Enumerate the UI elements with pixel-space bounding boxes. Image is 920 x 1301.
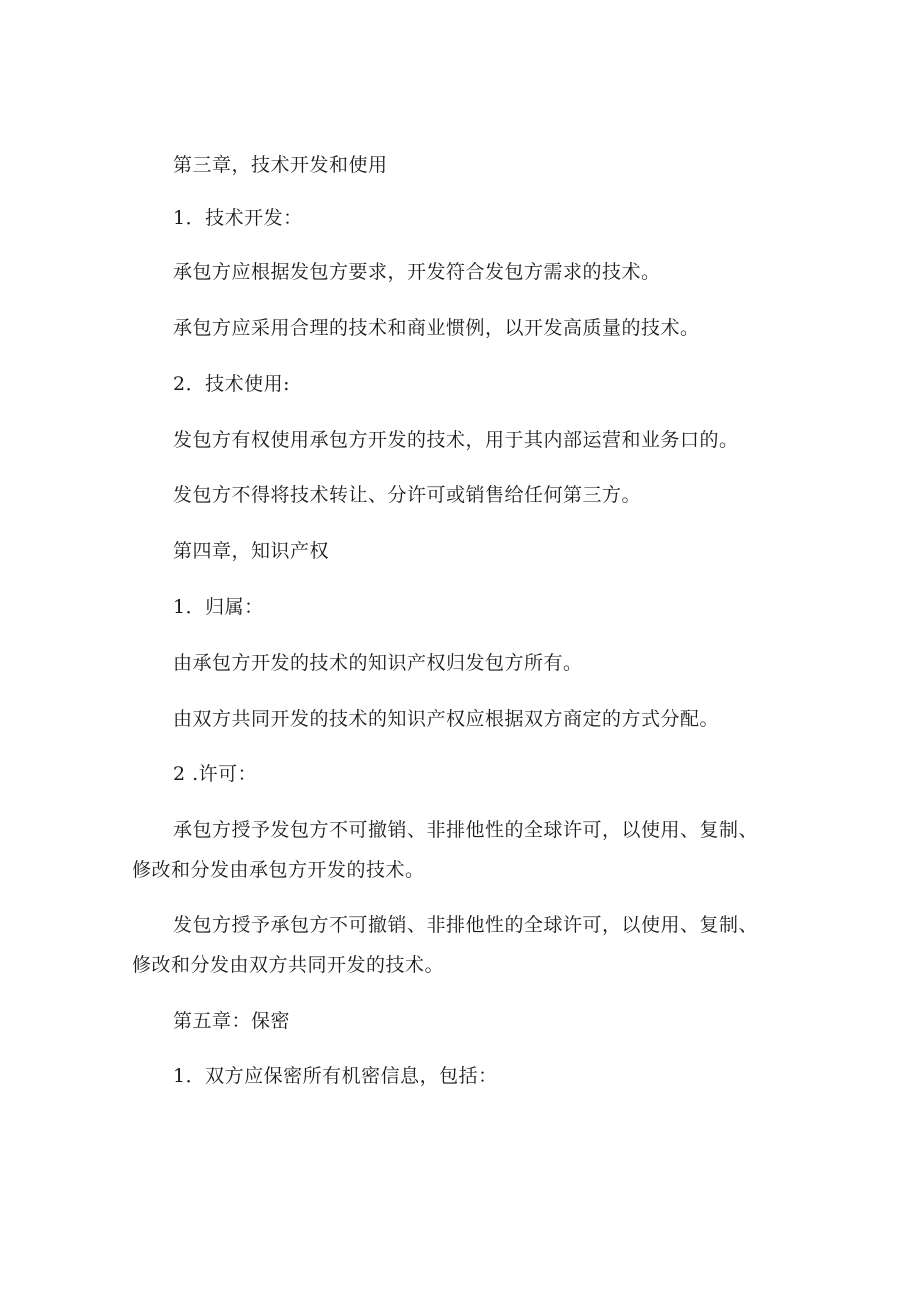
chapter-3-section-1-paragraph-1: 承包方应根据发包方要求，开发符合发包方需求的技术。: [173, 261, 661, 283]
chapter-3-section-2-paragraph-1: 发包方有权使用承包方开发的技术，用于其内部运营和业务口的。: [173, 429, 739, 451]
chapter-4-title: 第四章，知识产权: [173, 540, 330, 562]
chapter-5-title: 第五章：保密: [173, 1010, 291, 1032]
chapter-3-section-2-paragraph-2: 发包方不得将技术转让、分许可或销售给任何第三方。: [173, 484, 642, 506]
chapter-3-title: 第三章，技术开发和使用: [173, 154, 388, 176]
chapter-3-section-2-heading: 2．技术使用:: [173, 373, 290, 395]
chapter-4-section-1-paragraph-1: 由承包方开发的技术的知识产权归发包方所有。: [173, 652, 583, 674]
chapter-4-section-2-heading: 2 .许可：: [173, 763, 258, 785]
chapter-4-section-2-paragraph-1-line-2: 修改和分发由承包方开发的技术。: [132, 859, 425, 881]
chapter-4-section-2-paragraph-2-line-1: 发包方授予承包方不可撤销、非排他性的全球许可，以使用、复制、: [173, 914, 759, 936]
chapter-4-section-2-paragraph-1-line-1: 承包方授予发包方不可撤销、非排他性的全球许可，以使用、复制、: [173, 819, 759, 841]
chapter-4-section-2-paragraph-2-line-2: 修改和分发由双方共同开发的技术。: [132, 954, 445, 976]
chapter-4-section-1-heading: 1．归属：: [173, 596, 264, 618]
chapter-4-section-1-paragraph-2: 由双方共同开发的技术的知识产权应根据双方商定的方式分配。: [173, 708, 720, 730]
chapter-3-section-1-heading: 1．技术开发：: [173, 207, 303, 229]
chapter-5-section-1-heading: 1．双方应保密所有机密信息，包括：: [173, 1065, 498, 1087]
chapter-3-section-1-paragraph-2: 承包方应采用合理的技术和商业惯例，以开发高质量的技术。: [173, 317, 700, 339]
